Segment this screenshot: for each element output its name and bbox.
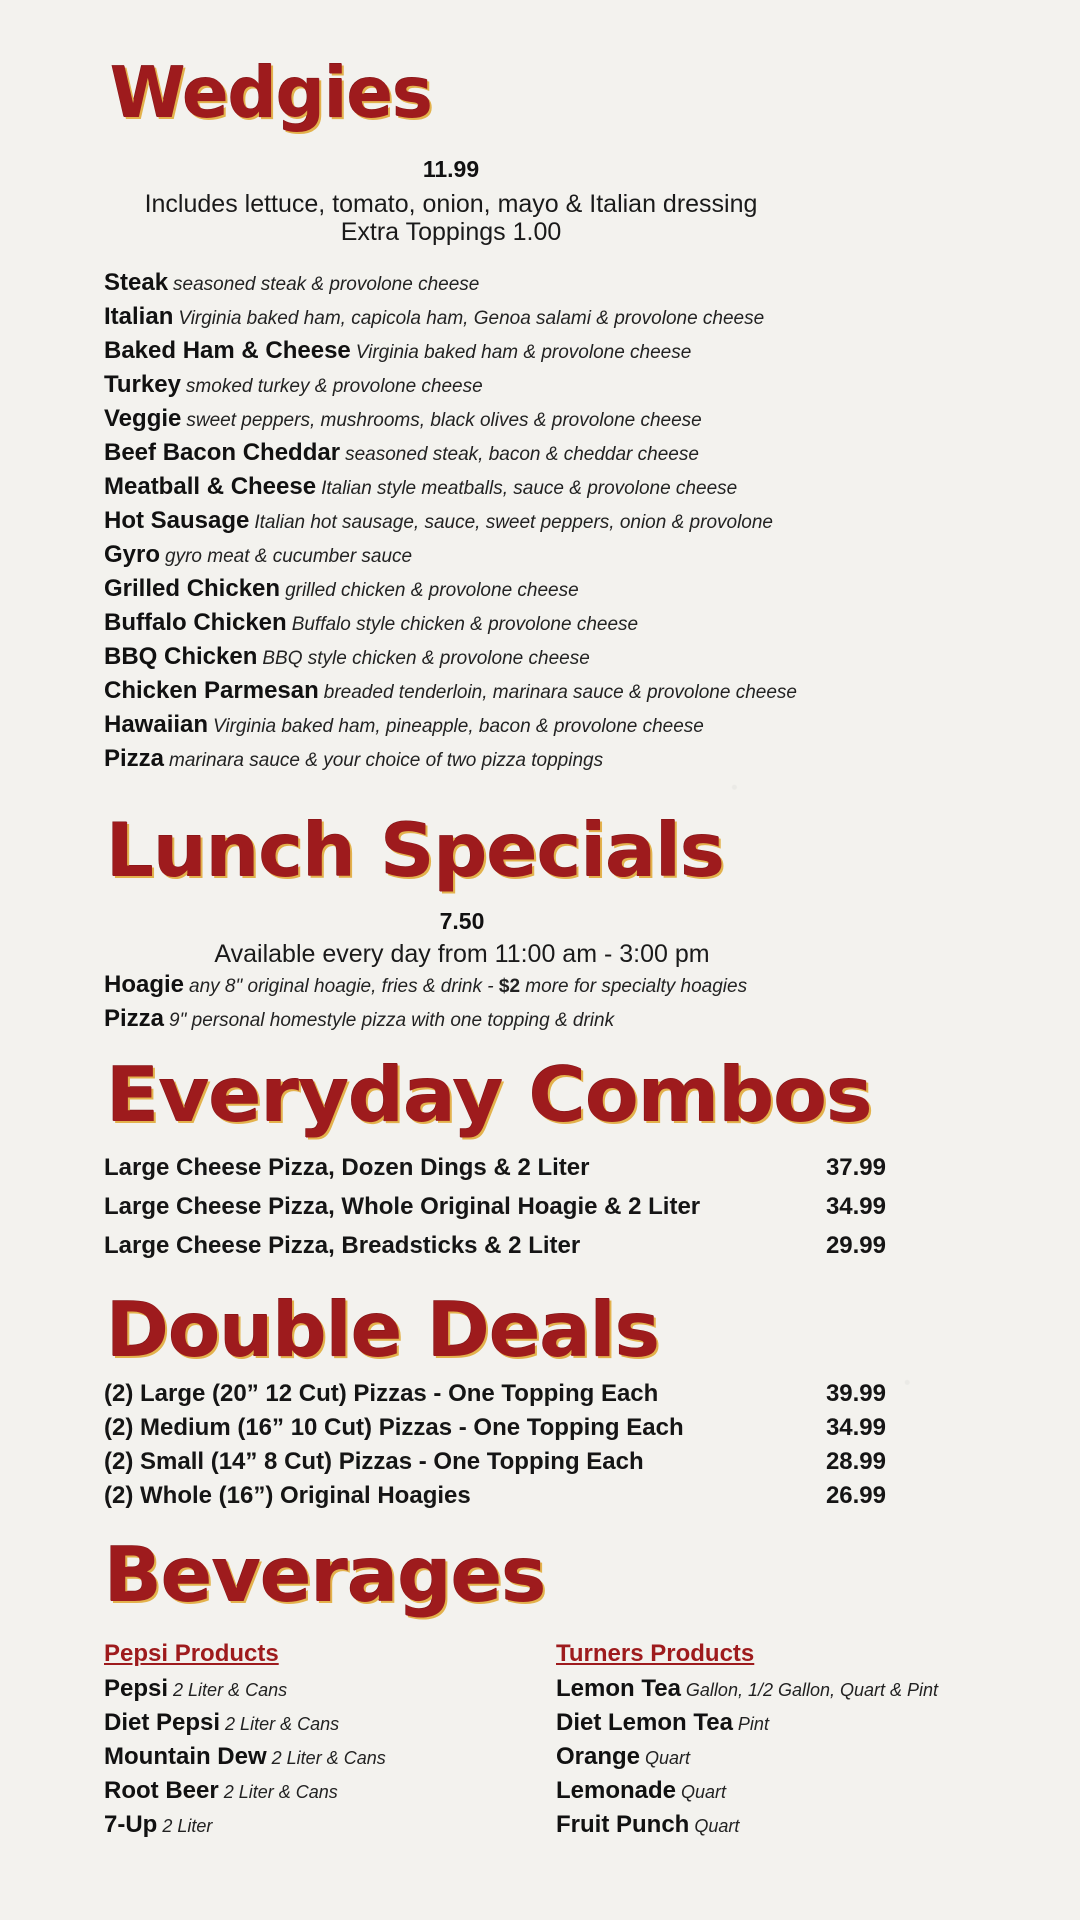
list-item	[104, 334, 797, 368]
beverage-size: 2 Liter & Cans	[173, 1680, 288, 1700]
list-item	[556, 1808, 938, 1842]
item-description: Italian hot sausage, sauce, sweet peppers, onion & provolone	[254, 512, 773, 533]
item-description: breaded tenderloin, marinara sauce & provolone cheese	[323, 682, 797, 703]
everyday-combos-heading: Everyday Combos	[106, 1050, 872, 1139]
item-name: BBQ Chicken	[104, 643, 258, 670]
combo-row	[104, 1154, 886, 1193]
combo-label: Large Cheese Pizza, Breadsticks & 2 Liter	[104, 1232, 581, 1259]
item-name: Chicken Parmesan	[104, 677, 319, 704]
item-description: Virginia baked ham & provolone cheese	[355, 342, 692, 363]
deal-price: 34.99	[825, 1414, 886, 1441]
beverage-size: Quart	[694, 1816, 740, 1836]
beverage-name: 7-Up	[104, 1811, 158, 1838]
combo-label: Large Cheese Pizza, Dozen Dings & 2 Liter	[104, 1154, 590, 1181]
list-item	[104, 368, 797, 402]
item-description: Virginia baked ham, capicola ham, Genoa salami & provolone cheese	[178, 308, 765, 329]
deal-price: 26.99	[825, 1482, 886, 1509]
item-description: sweet peppers, mushrooms, black olives & provolone cheese	[186, 410, 702, 431]
wedgies-extra-toppings: Extra Toppings 1.00	[340, 218, 562, 246]
deal-row	[104, 1414, 886, 1448]
deal-row	[104, 1448, 886, 1482]
deal-price: 28.99	[825, 1448, 886, 1475]
item-description: Buffalo style chicken & provolone cheese	[291, 614, 639, 635]
item-name: Pizza	[104, 1005, 165, 1032]
item-description: any 8" original hoagie, fries & drink -	[189, 976, 499, 997]
list-item	[104, 968, 747, 1002]
beverage-size: 2 Liter & Cans	[271, 1748, 386, 1768]
beverage-size: 2 Liter	[162, 1816, 213, 1836]
item-description: marinara sauce & your choice of two pizza toppings	[169, 750, 604, 771]
list-item	[104, 1002, 747, 1036]
item-upcharge: $2	[498, 976, 521, 997]
lunch-specials-heading: Lunch Specials	[106, 808, 724, 894]
beverage-size: Quart	[645, 1748, 691, 1768]
item-name: Italian	[104, 303, 174, 330]
beverage-name: Mountain Dew	[104, 1743, 267, 1770]
list-item	[104, 1740, 386, 1774]
item-name: Grilled Chicken	[104, 575, 281, 602]
list-item	[104, 674, 797, 708]
pepsi-products-title: Pepsi Products	[104, 1640, 279, 1667]
item-description: grilled chicken & provolone cheese	[285, 580, 579, 601]
item-name: Hot Sausage	[104, 507, 250, 534]
beverage-name: Diet Pepsi	[104, 1709, 221, 1736]
item-description: Italian style meatballs, sauce & provolone cheese	[321, 478, 738, 499]
combo-price: 29.99	[825, 1232, 886, 1259]
combo-price: 34.99	[825, 1193, 886, 1220]
item-description: BBQ style chicken & provolone cheese	[262, 648, 590, 669]
deal-price: 39.99	[825, 1380, 886, 1407]
combo-row	[104, 1193, 886, 1232]
beverage-name: Pepsi	[104, 1675, 169, 1702]
item-description: 9" personal homestyle pizza with one topping & drink	[169, 1010, 615, 1031]
deal-label: (2) Large (20” 12 Cut) Pizzas - One Topping Each	[104, 1380, 659, 1407]
lunch-list	[104, 968, 747, 1036]
item-description: seasoned steak, bacon & cheddar cheese	[345, 444, 699, 465]
wedgies-price: 11.99	[422, 156, 480, 182]
beverage-name: Lemon Tea	[556, 1675, 681, 1702]
list-item	[104, 266, 797, 300]
list-item	[104, 1706, 386, 1740]
list-item	[104, 300, 797, 334]
item-name: Pizza	[104, 745, 165, 772]
list-item	[104, 436, 797, 470]
beverage-size: Quart	[681, 1782, 727, 1802]
item-name: Baked Ham & Cheese	[104, 337, 351, 364]
item-description: smoked turkey & provolone cheese	[185, 376, 483, 397]
list-item	[104, 402, 797, 436]
list-item	[104, 606, 797, 640]
item-description: gyro meat & cucumber sauce	[165, 546, 413, 567]
deal-label: (2) Small (14” 8 Cut) Pizzas - One Topping Each	[104, 1448, 644, 1475]
pepsi-products-list	[104, 1672, 386, 1842]
combo-row	[104, 1232, 886, 1271]
item-description: Virginia baked ham, pineapple, bacon & provolone cheese	[213, 716, 704, 737]
wedgies-heading: Wedgies	[110, 52, 432, 134]
beverage-size: Pint	[737, 1714, 769, 1734]
double-deals-heading: Double Deals	[106, 1285, 660, 1374]
wedgies-list	[104, 266, 797, 776]
wedgies-includes: Includes lettuce, tomato, onion, mayo & Italian dressing	[144, 190, 758, 218]
list-item	[556, 1740, 938, 1774]
beverage-size: 2 Liter & Cans	[223, 1782, 338, 1802]
beverages-heading: Beverages	[104, 1530, 546, 1619]
list-item	[104, 1774, 386, 1808]
double-deals-list	[104, 1380, 886, 1516]
list-item	[104, 572, 797, 606]
list-item	[104, 1808, 386, 1842]
item-name: Steak	[104, 269, 169, 296]
lunch-price: 7.50	[439, 908, 485, 934]
item-name: Meatball & Cheese	[104, 473, 317, 500]
item-description: seasoned steak & provolone cheese	[173, 274, 480, 295]
beverage-name: Root Beer	[104, 1777, 219, 1804]
deal-row	[104, 1380, 886, 1414]
item-name: Beef Bacon Cheddar	[104, 439, 341, 466]
item-name: Hawaiian	[104, 711, 209, 738]
list-item	[104, 742, 797, 776]
item-name: Gyro	[104, 541, 161, 568]
list-item	[556, 1672, 938, 1706]
beverage-size: 2 Liter & Cans	[225, 1714, 340, 1734]
combo-price: 37.99	[825, 1154, 886, 1181]
list-item	[556, 1706, 938, 1740]
deal-label: (2) Medium (16” 10 Cut) Pizzas - One Topping Each	[104, 1414, 684, 1441]
list-item	[104, 1672, 386, 1706]
item-name: Veggie	[104, 405, 182, 432]
item-name: Hoagie	[104, 971, 185, 998]
list-item	[104, 640, 797, 674]
list-item	[104, 538, 797, 572]
deal-label: (2) Whole (16”) Original Hoagies	[104, 1482, 471, 1509]
list-item	[104, 708, 797, 742]
beverage-name: Lemonade	[556, 1777, 677, 1804]
deal-row	[104, 1482, 886, 1516]
turners-products-list	[556, 1672, 938, 1842]
beverage-name: Orange	[556, 1743, 641, 1770]
turners-products-title: Turners Products	[556, 1640, 755, 1667]
item-upcharge-note: more for specialty hoagies	[520, 976, 748, 997]
beverage-name: Fruit Punch	[556, 1811, 690, 1838]
list-item	[556, 1774, 938, 1808]
combo-label: Large Cheese Pizza, Whole Original Hoagie & 2 Liter	[104, 1193, 701, 1220]
combos-list	[104, 1154, 886, 1271]
item-name: Buffalo Chicken	[104, 609, 287, 636]
list-item	[104, 504, 797, 538]
list-item	[104, 470, 797, 504]
item-name: Turkey	[104, 371, 181, 398]
beverage-size: Gallon, 1/2 Gallon, Quart & Pint	[685, 1680, 939, 1700]
beverage-name: Diet Lemon Tea	[556, 1709, 733, 1736]
lunch-availability: Available every day from 11:00 am - 3:00 pm	[214, 940, 710, 968]
